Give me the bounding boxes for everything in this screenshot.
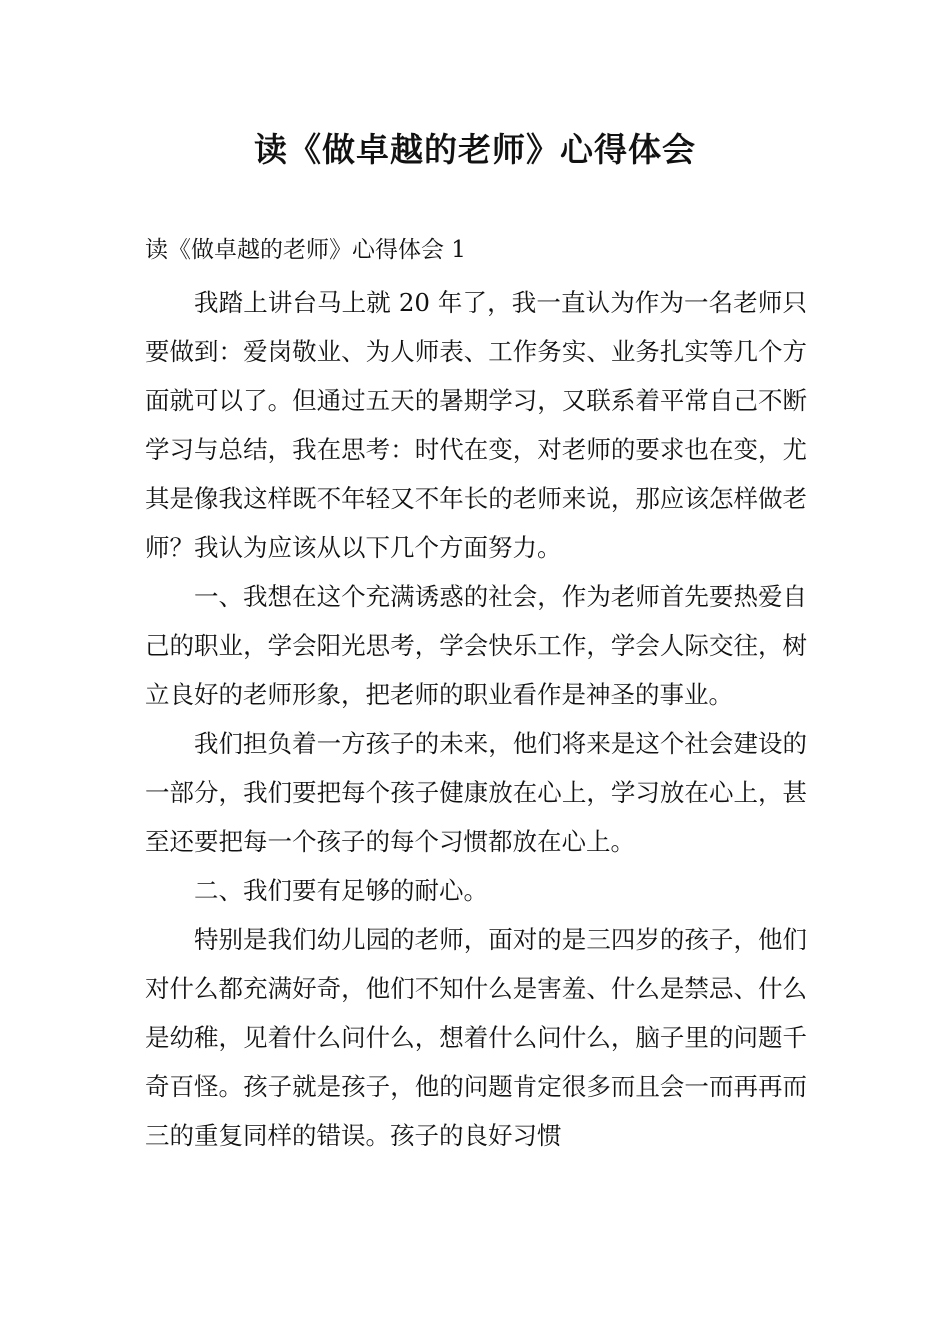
paragraph: 我踏上讲台马上就 20 年了，我一直认为作为一名老师只要做到：爱岗敬业、为人师表、工作务实、业务扎实等几个方面就可以了。但通过五天的暑期学习，又联系着平常自己不断学习与总结，我在思考：时代在变，对老师的要求也在变，尤其是像我这样既不年轻又不年长的老师来说，那应该怎样做老师？我认为应该从以下几个方面努力。 — [145, 288, 807, 562]
document-title: 读《做卓越的老师》心得体会 — [254, 130, 696, 169]
paragraph: 我们担负着一方孩子的未来，他们将来是这个社会建设的一部分，我们要把每个孩子健康放在心上，学习放在心上，甚至还要把每一个孩子的每个习惯都放在心上。 — [145, 729, 807, 856]
paragraph: 一、我想在这个充满诱惑的社会，作为老师首先要热爱自己的职业，学会阳光思考，学会快乐工作，学会人际交往，树立良好的老师形象，把老师的职业看作是神圣的事业。 — [145, 582, 807, 709]
paragraph: 特别是我们幼儿园的老师，面对的是三四岁的孩子，他们对什么都充满好奇，他们不知什么是害羞、什么是禁忌、什么是幼稚，见着什么问什么，想着什么问什么，脑子里的问题千奇百怪。孩子就是孩子，他的问题肯定很多而且会一而再再而三的重复同样的错误。孩子的良好习惯 — [145, 925, 807, 1150]
document-subtitle: 读《做卓越的老师》心得体会 1 — [145, 237, 466, 263]
paragraph: 二、我们要有足够的耐心。 — [194, 876, 488, 905]
document-body — [145, 278, 807, 1160]
